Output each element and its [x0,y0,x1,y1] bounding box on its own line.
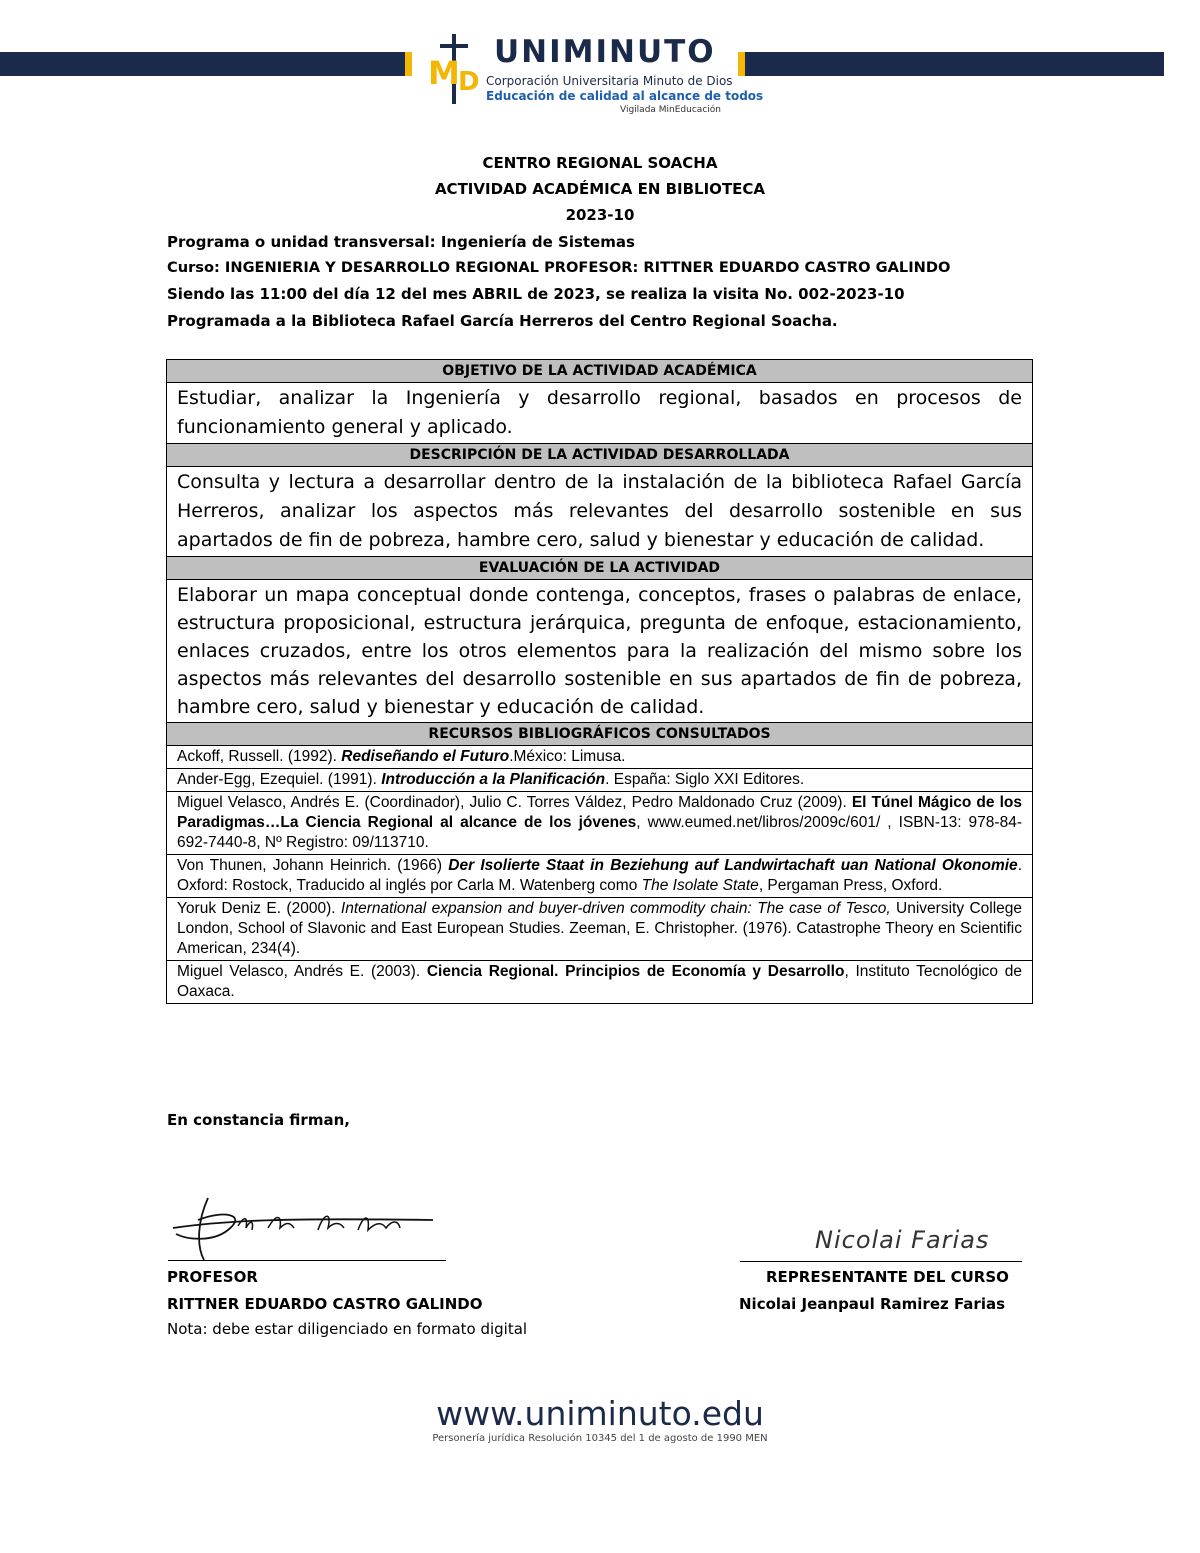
professor-signature [168,1190,448,1265]
footer-url: www.uniminuto.edu [436,1394,764,1433]
activity-table [166,359,1033,1004]
reference-von-thunen [167,855,1033,898]
ref-title: Der Isolierte Staat in Beziehung auf Landwirtachaft uan National Okonomie [448,857,1018,874]
profesor-role: PROFESOR [167,1268,258,1286]
svg-text:M: M [428,54,460,92]
evaluacion-text: Elaborar un mapa conceptual donde contenga, conceptos, frases o palabras de enlace, estructura proposicional, estructura jerárquica, pregunta de enfoque, estacionamiento, enlaces cruzados, entre los otros elementos para la realización del mismo sobre los aspectos más relevantes del desarrollo sostenible en sus apartados de fin de pobreza, hambre cero, salud y bienestar y educación de calidad. [167,580,1033,723]
constancia-text: En constancia firman, [167,1111,350,1129]
representante-name: Nicolai Jeanpaul Ramirez Farias [739,1295,1006,1313]
reference-velasco-2003 [167,961,1033,1004]
ref-text: Yoruk Deniz E. (2000). [177,900,341,917]
ref-text: , Pergaman Press, Oxford. [758,877,943,894]
biblioteca-line: Programada a la Biblioteca Rafael García Herreros del Centro Regional Soacha. [167,312,838,330]
objetivo-header: OBJETIVO DE LA ACTIVIDAD ACADÉMICA [167,360,1033,383]
ref-text: Ander-Egg, Ezequiel. (1991). [177,771,382,788]
descripcion-header: DESCRIPCIÓN DE LA ACTIVIDAD DESARROLLADA [167,444,1033,467]
ref-text: Ackoff, Russell. (1992). [177,748,342,765]
ref-text: , Instituto Tecnológico de Oaxaca. [177,963,1022,1000]
ref-title: El Túnel Mágico de los Paradigmas…La Ciencia Regional al alcance de los jóvenes [177,794,1022,831]
professor-signature-line [168,1260,446,1261]
reference-velasco-2009 [167,792,1033,855]
ref-text: Miguel Velasco, Andrés E. (Coordinador), Julio C. Torres Váldez, Pedro Maldonado Cruz (2009). [177,794,852,811]
representative-signature: Nicolai Farias [815,1226,990,1254]
brand-name: UNIMINUTO [494,34,716,70]
ref-text: , www.eumed.net/libros/2009c/601/ , ISBN-13: 978-84-692-7440-8, Nº Registro: 09/113710. [177,814,1022,851]
header-bar-left [0,52,412,76]
md-emblem-icon [424,34,490,114]
curso-line: Curso: INGENIERIA Y DESARROLLO REGIONAL PROFESOR: RITTNER EDUARDO CASTRO GALINDO [167,259,951,276]
uniminuto-logo [424,34,764,116]
header-bar-right [738,52,1164,76]
recursos-header: RECURSOS BIBLIOGRÁFICOS CONSULTADOS [167,723,1033,746]
ref-text: University College London, School of Slavonic and East European Studies. Zeeman, E. Christopher. (1976). Catastrophe Theory en Scientific American, 234(4). [177,900,1023,957]
programa-line: Programa o unidad transversal: Ingeniería de Sistemas [167,233,635,251]
ref-text: . España: Siglo XXI Editores. [605,771,805,788]
visita-line: Siendo las 11:00 del día 12 del mes ABRIL de 2023, se realiza la visita No. 002-2023-10 [167,285,905,303]
reference-ander-egg [167,769,1033,792]
ref-text: .México: Limusa. [509,748,626,765]
descripcion-text: Consulta y lectura a desarrollar dentro de la instalación de la biblioteca Rafael García Herreros, analizar los aspectos más relevantes del desarrollo sostenible en sus apartados de fin de pobreza, hambre cero, salud y bienestar y educación de calidad. [167,467,1033,557]
reference-ackoff [167,746,1033,769]
ref-title: International expansion and buyer-driven commodity chain: The case of Tesco, [340,900,891,917]
ref-title-translation: The Isolate State [641,877,759,894]
title-line-2: ACTIVIDAD ACADÉMICA EN BIBLIOTECA [434,180,766,198]
objetivo-text: Estudiar, analizar la Ingeniería y desarrollo regional, basados en procesos de funcionamiento general y aplicado. [167,383,1033,444]
title-line-1: CENTRO REGIONAL SOACHA [482,154,718,172]
ref-text: Miguel Velasco, Andrés E. (2003). [177,963,427,980]
evaluacion-header: EVALUACIÓN DE LA ACTIVIDAD [167,557,1033,580]
profesor-name: RITTNER EDUARDO CASTRO GALINDO [167,1295,483,1313]
brand-line-1: Corporación Universitaria Minuto de Dios [486,74,733,88]
svg-text:D: D [458,67,480,97]
brand-line-2: Educación de calidad al alcance de todos [486,89,764,103]
ref-title: Rediseñando el Futuro [341,748,510,765]
ref-text: . Oxford: Rostock, Traducido al inglés por Carla M. Watenberg como [177,857,1022,894]
ref-title: Introducción a la Planificación [381,771,606,788]
footer-legal: Personería jurídica Resolución 10345 del 1 de agosto de 1990 MEN [432,1433,768,1444]
title-line-3: 2023-10 [565,206,635,224]
representative-signature-line [740,1261,1022,1262]
brand-line-3: Vigilada MinEducación [620,105,721,115]
nota-text: Nota: debe estar diligenciado en formato digital [167,1320,528,1338]
ref-text: Von Thunen, Johann Heinrich. (1966) [177,857,449,874]
reference-yoruk [167,898,1033,961]
representante-role: REPRESENTANTE DEL CURSO [766,1268,1009,1286]
ref-title: Ciencia Regional. Principios de Economía y Desarrollo [426,963,845,980]
